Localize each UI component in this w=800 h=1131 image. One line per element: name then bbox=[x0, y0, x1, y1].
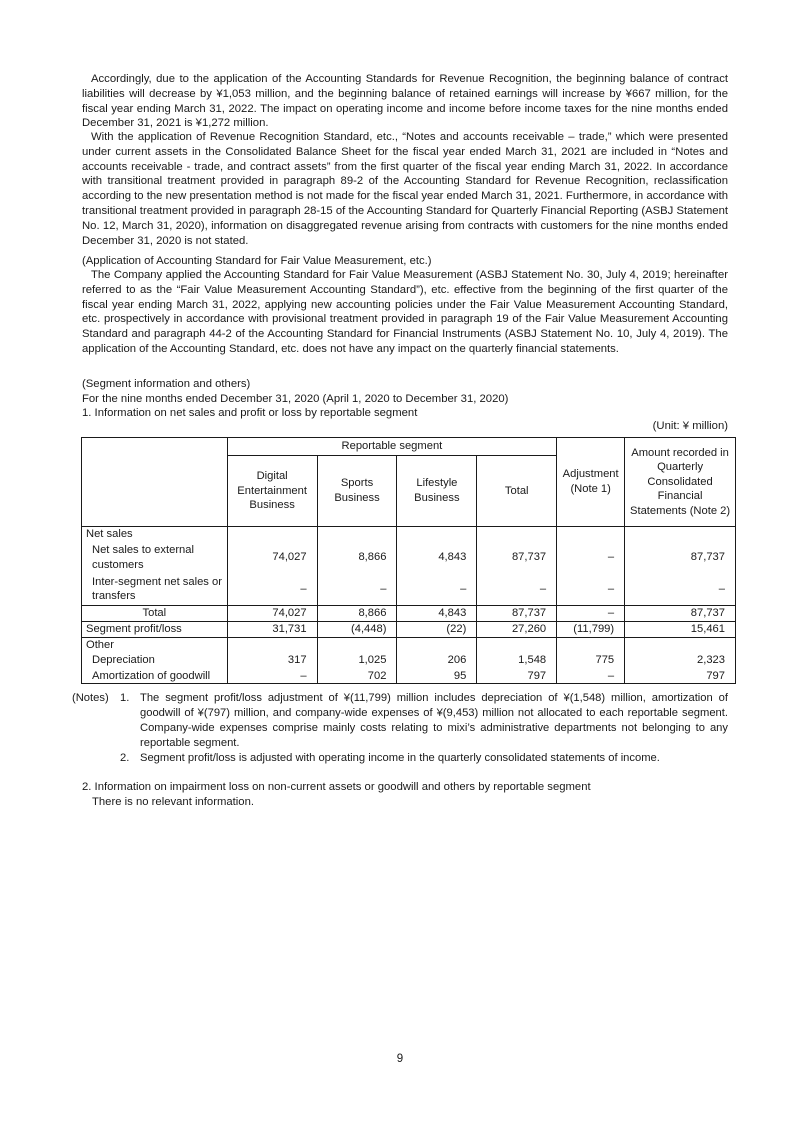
table-cell: – bbox=[557, 669, 625, 684]
table-cell: – bbox=[227, 574, 317, 606]
segment-table bbox=[81, 437, 736, 684]
row-label: Depreciation bbox=[82, 653, 228, 669]
table-row bbox=[82, 653, 736, 669]
reclassification-paragraph: With the application of Revenue Recognition Standard, etc., “Notes and accounts receivable – trade,” which were presented under current assets in the Consolidated Balance Sheet for the fiscal year ended March 31, 2021 are included in “Notes and accounts receivable - trade, and contract assets” from the first quarter of the fiscal year ending March 31, 2022. In accordance with transitional treatment provided in paragraph 89-2 of the Accounting Standard for Revenue Recognition, reclassification according to the new presentation method is not made for the fiscal year ended March 31, 2021. Furthermore, in accordance with transitional treatment provided in paragraph 28-15 of the Accounting Standard for Quarterly Financial Reporting (ASBJ Statement No. 12, March 31, 2020), information on disaggregated revenue arising from contracts with customers for the nine months ended December 31, 2020 is not stated. bbox=[82, 131, 728, 247]
table-cell: (11,799) bbox=[557, 622, 625, 638]
table-cell: (4,448) bbox=[317, 622, 397, 638]
table-cell: – bbox=[397, 574, 477, 606]
section-1-heading: 1. Information on net sales and profit or loss by reportable segment bbox=[82, 407, 418, 419]
digital-entertainment-header: Digital Entertainment Business bbox=[227, 456, 317, 527]
table-cell: 4,843 bbox=[397, 542, 477, 574]
section-2-heading: 2. Information on impairment loss on non-current assets or goodwill and others by reportable segment bbox=[82, 781, 591, 793]
note-number: 1. bbox=[120, 692, 130, 704]
other-label: Other bbox=[82, 638, 228, 653]
total-header: Total bbox=[477, 456, 557, 527]
table-cell: 15,461 bbox=[625, 622, 736, 638]
table-cell: 8,866 bbox=[317, 606, 397, 622]
notes-block bbox=[72, 691, 728, 766]
table-row bbox=[82, 606, 736, 622]
table-cell: 8,866 bbox=[317, 542, 397, 574]
reportable-segment-header: Reportable segment bbox=[227, 438, 557, 456]
row-label: Net sales to external customers bbox=[82, 542, 228, 574]
table-cell: 74,027 bbox=[227, 542, 317, 574]
unit-label: (Unit: ¥ million) bbox=[652, 420, 728, 432]
note-2-text: Segment profit/loss is adjusted with operating income in the quarterly consolidated statements of income. bbox=[140, 752, 660, 764]
row-label: Segment profit/loss bbox=[82, 622, 228, 638]
table-cell: 87,737 bbox=[477, 542, 557, 574]
table-cell: 1,025 bbox=[317, 653, 397, 669]
fair-value-heading: (Application of Accounting Standard for Fair Value Measurement, etc.) bbox=[82, 255, 432, 267]
table-cell: 317 bbox=[227, 653, 317, 669]
table-cell: 87,737 bbox=[625, 606, 736, 622]
table-cell: (22) bbox=[397, 622, 477, 638]
table-cell: – bbox=[625, 574, 736, 606]
note-number: 2. bbox=[120, 752, 130, 764]
row-label: Inter-segment net sales or transfers bbox=[82, 574, 228, 606]
table-cell: 74,027 bbox=[227, 606, 317, 622]
table-cell: – bbox=[557, 574, 625, 606]
table-cell: 4,843 bbox=[397, 606, 477, 622]
table-cell: 797 bbox=[625, 669, 736, 684]
lifestyle-header: Lifestyle Business bbox=[397, 456, 477, 527]
table-cell: 2,323 bbox=[625, 653, 736, 669]
sports-header: Sports Business bbox=[317, 456, 397, 527]
period-line: For the nine months ended December 31, 2020 (April 1, 2020 to December 31, 2020) bbox=[82, 393, 509, 405]
header-blank-cell bbox=[82, 438, 228, 527]
table-cell: – bbox=[317, 574, 397, 606]
table-row bbox=[82, 622, 736, 638]
section-2-body: There is no relevant information. bbox=[92, 796, 255, 808]
table-cell: 95 bbox=[397, 669, 477, 684]
row-label: Total bbox=[82, 606, 228, 622]
table-cell: 87,737 bbox=[625, 542, 736, 574]
adjustment-header: Adjustment (Note 1) bbox=[557, 438, 625, 527]
table-cell: 797 bbox=[477, 669, 557, 684]
table-row bbox=[82, 542, 736, 574]
table-cell: – bbox=[477, 574, 557, 606]
table-row bbox=[82, 669, 736, 684]
table-cell: 27,260 bbox=[477, 622, 557, 638]
amount-recorded-header: Amount recorded in Quarterly Consolidated Financial Statements (Note 2) bbox=[625, 438, 736, 527]
page-number: 9 bbox=[396, 1053, 404, 1065]
net-sales-label: Net sales bbox=[82, 527, 228, 542]
row-label: Amortization of goodwill bbox=[82, 669, 228, 684]
segment-info-heading: (Segment information and others) bbox=[82, 378, 251, 390]
note-1-text: The segment profit/loss adjustment of ¥(11,799) million includes depreciation of ¥(1,548) million, amortization of goodwill of ¥(797) million, and company-wide expenses of ¥(9,453) million not allocated to each reportable segment. Company-wide expenses comprise mainly costs relating to mixi’s administrative departments not belonging to any reportable segment. bbox=[140, 692, 728, 749]
table-cell: 1,548 bbox=[477, 653, 557, 669]
fair-value-paragraph: The Company applied the Accounting Standard for Fair Value Measurement (ASBJ Statement No. 30, July 4, 2019; hereinafter referred to as the “Fair Value Measurement Accounting Standard”), etc. effective from the beginning of the first quarter of the fiscal year ending March 31, 2022, applying new accounting policies under the Fair Value Measurement Accounting Standard, etc. prospectively in accordance with provisional treatment provided in paragraph 19 of the Fair Value Measurement Accounting Standard and paragraph 44-2 of the Accounting Standard for Financial Instruments (ASBJ Statement No. 10, July 4, 2019). The application of the Accounting Standard, etc. does not have any impact on the quarterly financial statements. bbox=[82, 269, 728, 355]
table-cell: – bbox=[227, 669, 317, 684]
table-cell: 87,737 bbox=[477, 606, 557, 622]
table-row bbox=[82, 574, 736, 606]
table-cell: – bbox=[557, 606, 625, 622]
table-cell: 206 bbox=[397, 653, 477, 669]
table-cell: 31,731 bbox=[227, 622, 317, 638]
table-cell: 775 bbox=[557, 653, 625, 669]
notes-heading: (Notes) bbox=[72, 692, 109, 704]
revenue-recognition-impact-paragraph: Accordingly, due to the application of the Accounting Standards for Revenue Recognition, the beginning balance of contract liabilities will decrease by ¥1,053 million, and the beginning balance of retained earnings will increase by ¥667 million, for the fiscal year ending March 31, 2022. The impact on operating income and income before income taxes for the nine months ended December 31, 2021 is ¥1,272 million. bbox=[82, 73, 728, 130]
table-cell: 702 bbox=[317, 669, 397, 684]
table-cell: – bbox=[557, 542, 625, 574]
